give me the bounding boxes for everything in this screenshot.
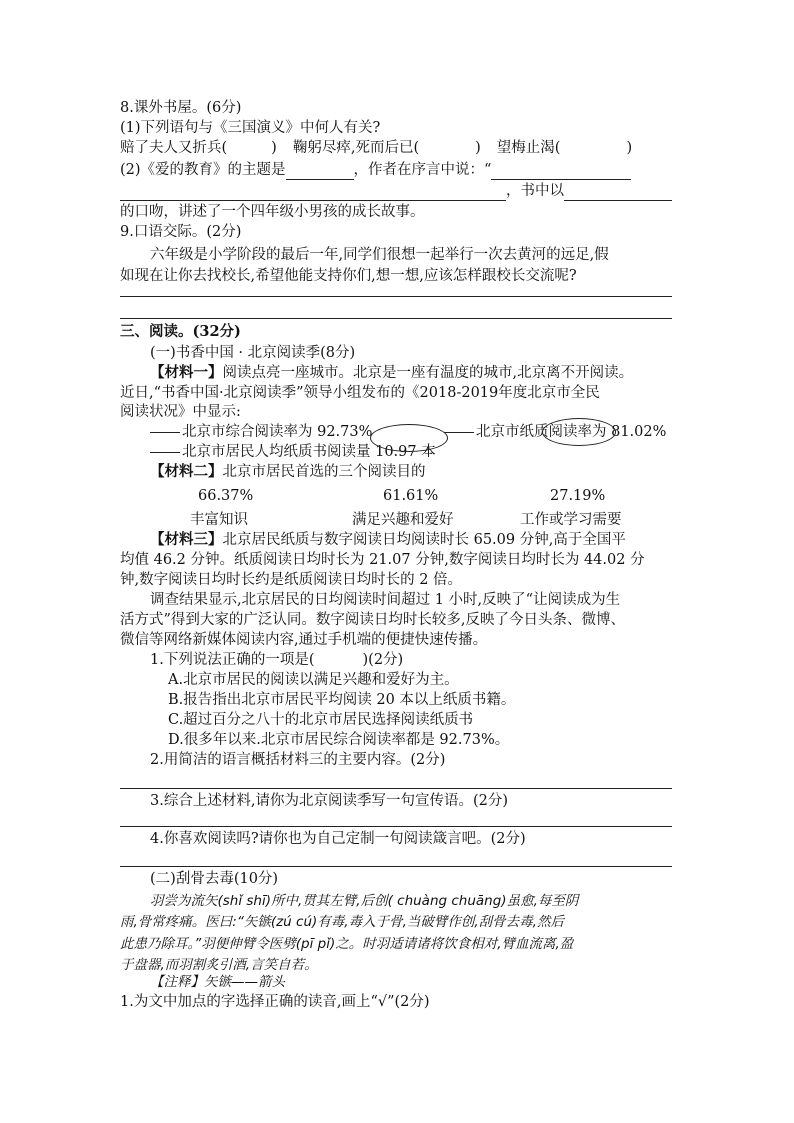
purpose-label-2: 满足兴趣和爱好 (352, 512, 454, 528)
reading-q1 (150, 650, 403, 670)
hand-drawn-oval-1 (370, 424, 448, 452)
answer-line-q3[interactable] (120, 826, 672, 827)
q9-title: 9.口语交际。(2分) (120, 224, 242, 240)
answer-line-quote-cont[interactable] (120, 184, 506, 201)
answer-line-q4[interactable] (120, 866, 672, 867)
stat-paper-rate: 北京市纸质阅读率为 81.02% (476, 424, 667, 440)
option-c: C.超过百分之八十的北京市居民选择阅读纸质书 (168, 712, 474, 728)
q9-body-line1: 六年级是小学阶段的最后一年,同学们很想一起举行一次去黄河的远足,假 (150, 247, 609, 263)
answer-line-perspective[interactable] (564, 184, 672, 201)
part2-title: (二)刮骨去毒(10分) (150, 871, 279, 887)
purpose-label-3: 工作或学习需要 (520, 512, 622, 528)
q8-sub2-line3: 的口吻，讲述了一个四年级小男孩的成长故事。 (120, 204, 425, 220)
purpose-percent-1: 66.37% (198, 488, 254, 504)
reading-q1-suffix: )(2分) (362, 652, 404, 668)
answer-line-quote[interactable] (491, 163, 631, 180)
q8-item-b: 鞠躬尽瘁,死而后已( (292, 140, 420, 156)
option-d: D.很多年以来.北京市居民综合阅读率都是 92.73%。 (168, 732, 510, 748)
purpose-percent-3: 27.19% (550, 488, 606, 504)
q8-sub2-line2 (120, 181, 672, 201)
section3-title: 三、阅读。(32分) (120, 323, 241, 340)
purpose-label-1: 丰富知识 (190, 512, 248, 528)
answer-line-q9-2[interactable] (120, 318, 672, 319)
option-b: B.报告指出北京市居民平均阅读 20 本以上纸质书籍。 (168, 692, 516, 708)
answer-line-theme[interactable] (286, 163, 354, 180)
material3-text1: 北京居民纸质与数字阅读日均阅读时长 65.09 分钟,高于全国平 (222, 532, 626, 548)
passage-line1: 羽尝为流矢(shǐ shī)所中,贯其左臂,后创( chuàng chuāng)虽愈,每至阴 (150, 893, 579, 909)
q8-paren-c: ) (626, 140, 633, 156)
material3-label: 【材料三】 (150, 531, 223, 548)
reading-q2: 2.用简洁的语言概括材料三的主要内容。(2分) (150, 752, 446, 768)
material3-line3: 钟,数字阅读日均时长约是纸质阅读日均时长的 2 倍。 (120, 572, 463, 588)
q8-item-a: 赔了夫人又折兵( (120, 140, 228, 156)
reading-q3: 3.综合上述材料,请你为北京阅读季写一句宣传语。(2分) (150, 793, 508, 809)
passage-line2: 雨,骨常疼痛。医曰:“矢镞(zú cú)有毒,毒入于骨,当破臂作创,刮骨去毒,然后 (120, 914, 564, 930)
material2-text: 北京市居民首选的三个阅读目的 (222, 464, 426, 480)
material2-label: 【材料二】 (150, 463, 223, 480)
q9-body-line2: 如现在让你去找校长,希望他能支持你们,想一想,应该怎样跟校长交流呢? (120, 268, 577, 284)
hand-drawn-oval-2 (542, 418, 616, 446)
q8-sub1: (1)下列语句与《三国演义》中何人有关? (120, 120, 381, 136)
material3-line6: 微信等网络新媒体阅读内容,通过手机端的便捷快速传播。 (120, 632, 488, 648)
passage-q1: 1.为文中加点的字选择正确的读音,画上“√”(2分) (120, 994, 430, 1010)
q8-sub2-mid: ，作者在序言中说：“ (353, 162, 492, 178)
material1-text1: 阅读点亮一座城市。北京是一座有温度的城市,北京离不开阅读。 (222, 365, 634, 381)
material1-line3: 阅读状况》中显示: (120, 404, 241, 420)
answer-line-q2[interactable] (120, 788, 672, 789)
passage-note: 【注释】矢镞——箭头 (150, 974, 285, 990)
answer-line-q9-1[interactable] (120, 296, 672, 297)
reading-q4: 4.你喜欢阅读吗?请你也为自己定制一句阅读箴言吧。(2分) (150, 831, 526, 847)
passage-line4: 于盘器,而羽割炙引酒,言笑自若。 (120, 957, 318, 973)
option-a: A.北京市居民的阅读以满足兴趣和爱好为主。 (168, 672, 459, 688)
q8-paren-b: ) (475, 140, 481, 156)
purpose-percent-2: 61.61% (383, 488, 439, 504)
stat-row-1 (150, 422, 372, 442)
material1-line1 (150, 363, 633, 383)
q8-sub2-prefix: (2)《爱的教育》的主题是 (120, 162, 286, 178)
material3-line1 (150, 530, 626, 550)
q8-paren-a: ) (271, 140, 277, 156)
passage-line3: 此患乃除耳。”羽便伸臂令医劈(pī pǐ)之。时羽适请诸将饮食相对,臂血流离,盈 (120, 936, 574, 952)
stat-paper-books: 北京市居民人均纸质书阅读量 10.97 本 (182, 444, 436, 460)
q8-sub2-text2: ，书中以 (506, 183, 564, 199)
q8-items-row (120, 138, 632, 158)
material2-line (150, 462, 426, 482)
stat-comprehensive-rate: 北京市综合阅读率为 92.73% (182, 424, 373, 440)
material3-line5: 活方式”得到大家的广泛认同。数字阅读日均时长较多,反映了今日头条、微博、 (120, 612, 626, 628)
reading-q1-prefix: 1.下列说法正确的一项是( (150, 652, 315, 668)
part1-title: (一)书香中国 · 北京阅读季(8分) (150, 345, 356, 361)
q8-item-c: 望梅止渴( (496, 140, 561, 156)
q8-title: 8.课外书屋。(6分) (120, 100, 242, 116)
q8-sub2-row (120, 160, 631, 180)
material3-line2: 均值 46.2 分钟。纸质阅读日均时长为 21.07 分钟,数字阅读日均时长为 44.02 分 (120, 552, 645, 568)
material3-line4: 调查结果显示,北京居民的日均阅读时间超过 1 小时,反映了“让阅读成为生 (150, 592, 621, 608)
material1-label: 【材料一】 (150, 364, 223, 381)
material1-line2: 近日,“书香中国·北京阅读季”领导小组发布的《2018-2019年度北京市全民 (120, 385, 600, 401)
